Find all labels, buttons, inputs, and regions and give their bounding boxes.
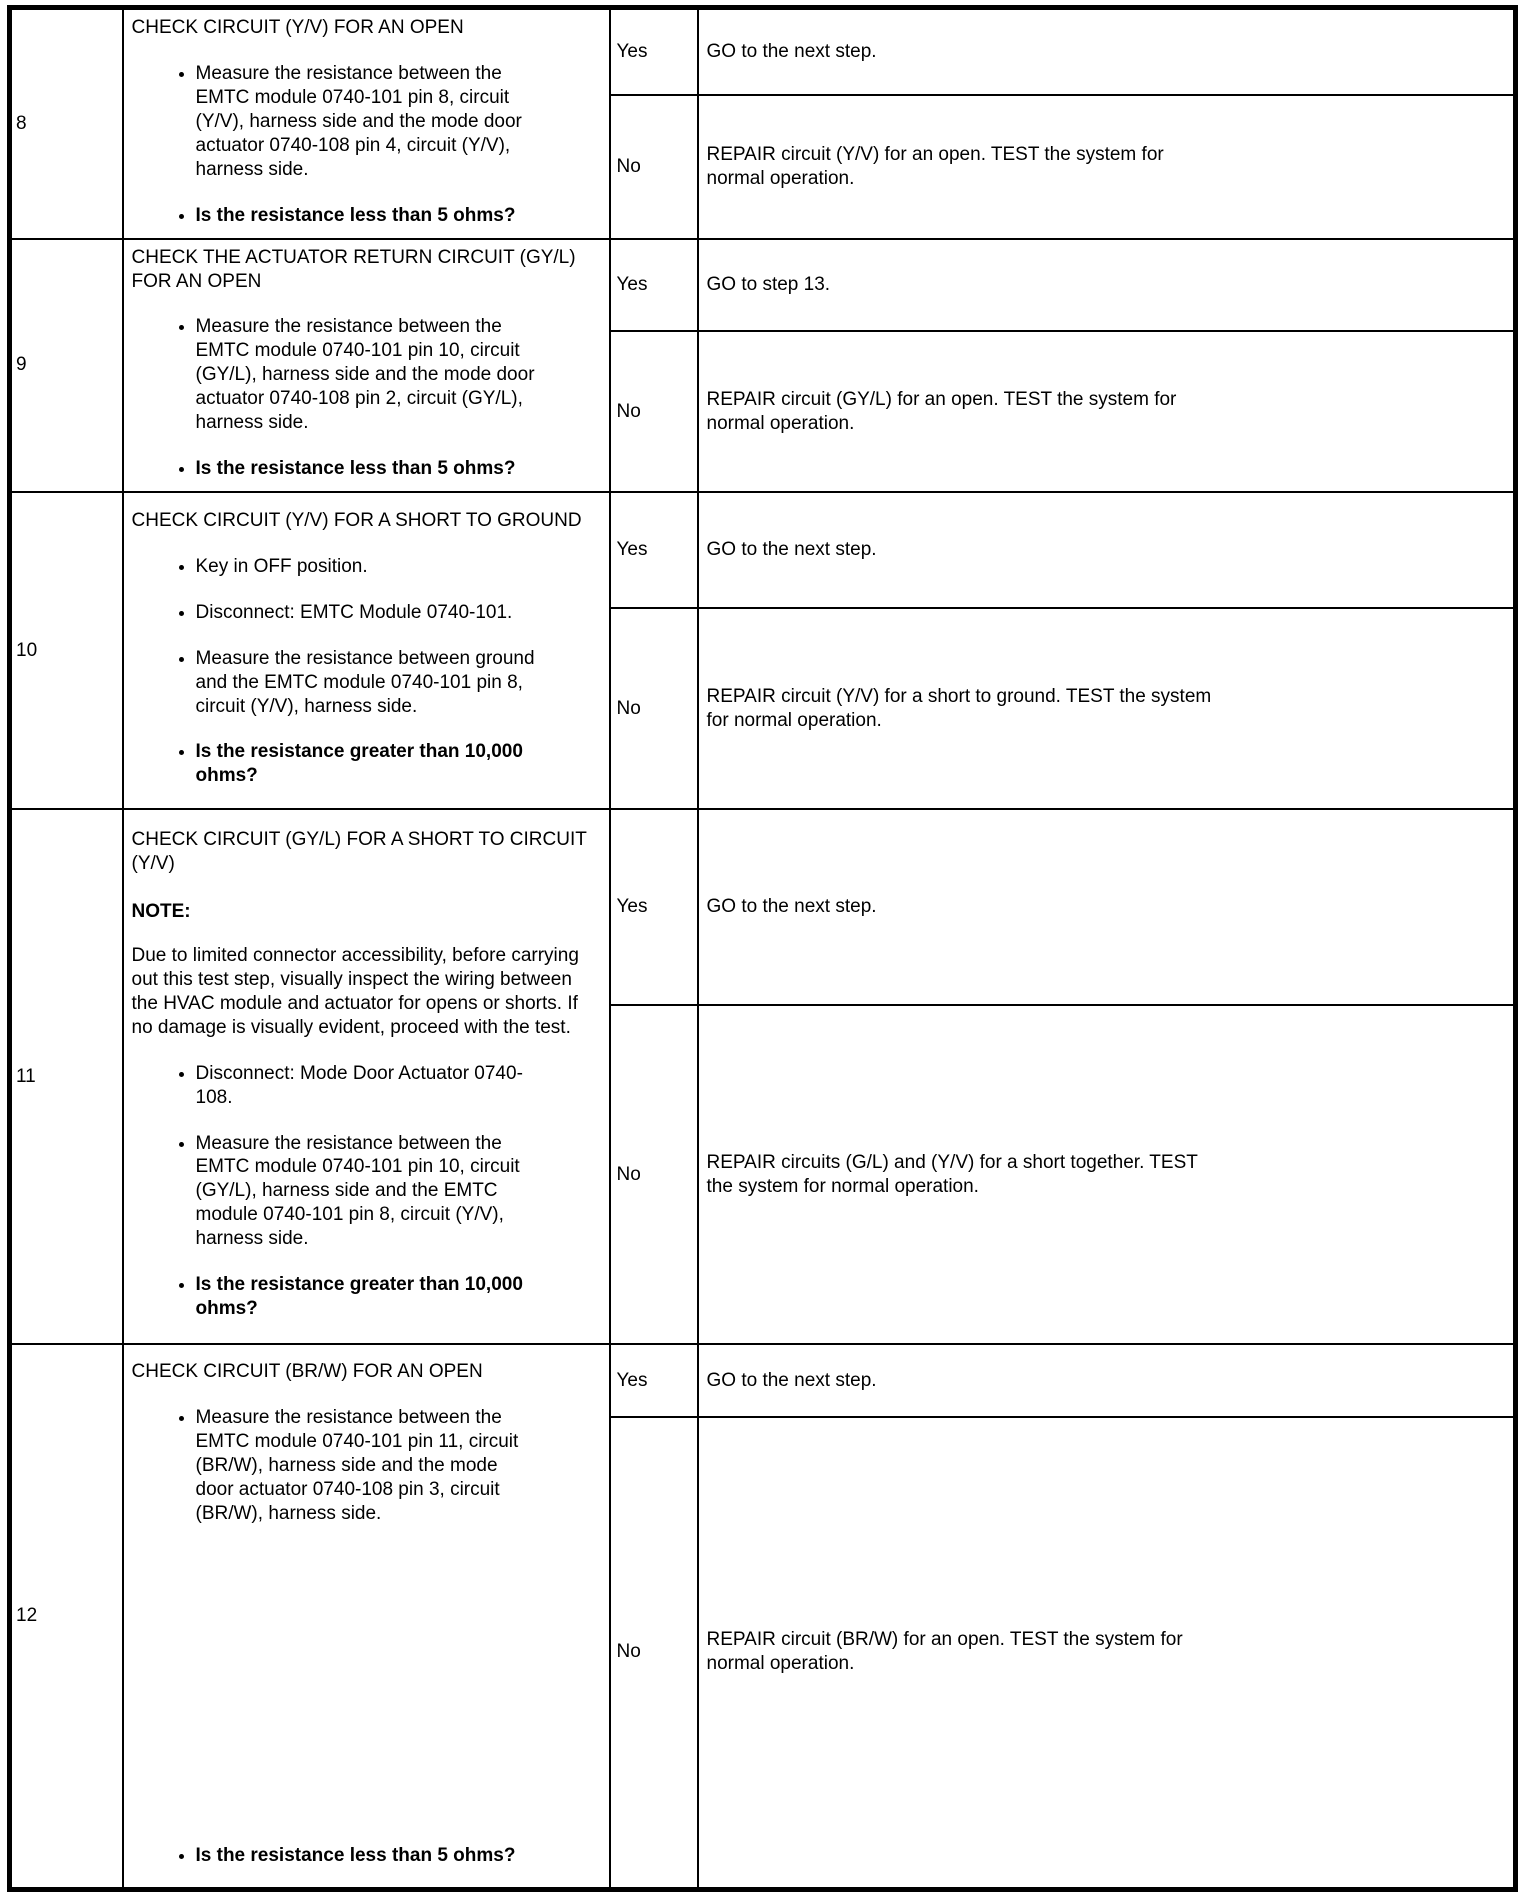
step-title: CHECK CIRCUIT (BR/W) FOR AN OPEN (131, 1361, 483, 1383)
no-label: No (616, 155, 641, 177)
action-cell-yes (698, 239, 1516, 332)
step-title: CHECK CIRCUIT (GY/L) FOR A SHORT TO CIRCUIT (Y/V) (131, 829, 587, 874)
step-title: CHECK CIRCUIT (Y/V) FOR AN OPEN (131, 17, 464, 38)
no-action-text: REPAIR circuit (Y/V) for an open. TEST the system for normal operation. (706, 143, 1164, 189)
question-item: • Is the resistance greater than 10,000 ohms? (196, 1273, 541, 1321)
step-number: 10 (16, 639, 38, 661)
yes-label: Yes (616, 539, 648, 561)
result-cell-yes (610, 8, 698, 95)
note-label: NOTE: (131, 900, 191, 922)
no-label: No (616, 400, 641, 422)
note-text: Due to limited connector accessibility, before carrying out this test step, visually inspect the wiring between the HVAC module and actuator for opens or shorts. If no damage is visually evident, proceed with the test. (131, 944, 579, 1038)
action-cell-yes (698, 8, 1516, 95)
question-item: • Is the resistance less than 5 ohms? (196, 1844, 541, 1868)
step-description-cell (123, 8, 610, 239)
result-cell-yes (610, 809, 698, 1005)
step-bullet-list (172, 1406, 601, 1868)
yes-action-text: GO to the next step. (706, 896, 877, 918)
no-label: No (616, 1163, 641, 1185)
yes-action-text: GO to step 13. (706, 273, 831, 295)
result-cell-yes (610, 239, 698, 332)
bullet-item: • Measure the resistance between ground and the EMTC module 0740-101 pin 8, circuit (Y/V), harness side. (196, 647, 541, 719)
result-cell-no (610, 95, 698, 239)
action-cell-no (698, 331, 1516, 492)
step-row-yes (10, 809, 1516, 1005)
question-item: • Is the resistance greater than 10,000 ohms? (196, 740, 541, 788)
yes-label: Yes (616, 1369, 648, 1391)
step-row-yes (10, 239, 1516, 332)
step-row-yes (10, 1344, 1516, 1417)
result-cell-yes (610, 492, 698, 608)
yes-action-text: GO to the next step. (706, 40, 877, 62)
bullet-item: • Measure the resistance between the EMTC module 0740-101 pin 8, circuit (Y/V), harness side and the mode door actuator 0740-108 pin 4, circuit (Y/V), harness side. (196, 62, 541, 182)
yes-label: Yes (616, 896, 648, 918)
step-row-yes (10, 8, 1516, 95)
yes-label: Yes (616, 40, 648, 62)
action-cell-yes (698, 809, 1516, 1005)
step-bullet-list (172, 62, 601, 228)
step-number-cell (10, 8, 123, 239)
step-bullet-list (172, 555, 601, 789)
step-number: 8 (16, 112, 27, 134)
bullet-item: • Measure the resistance between the EMTC module 0740-101 pin 11, circuit (BR/W), harness side and the mode door actuator 0740-108 pin 3, circuit (BR/W), harness side. (196, 1406, 541, 1526)
yes-action-text: GO to the next step. (706, 1369, 877, 1391)
action-cell-no (698, 1005, 1516, 1344)
question-item: • Is the resistance less than 5 ohms? (196, 457, 541, 481)
step-number-cell (10, 809, 123, 1344)
no-label: No (616, 1641, 641, 1663)
step-description-cell (123, 239, 610, 493)
result-cell-no (610, 1417, 698, 1889)
step-description-cell (123, 492, 610, 809)
step-title: CHECK CIRCUIT (Y/V) FOR A SHORT TO GROUND (131, 509, 582, 531)
result-cell-no (610, 1005, 698, 1344)
action-cell-yes (698, 1344, 1516, 1417)
step-number-cell (10, 1344, 123, 1889)
result-cell-no (610, 608, 698, 809)
step-description-cell (123, 1344, 610, 1889)
bullet-item: • Disconnect: EMTC Module 0740-101. (196, 601, 541, 625)
no-action-text: REPAIR circuit (Y/V) for a short to ground. TEST the system for normal operation. (706, 685, 1212, 731)
step-number: 9 (16, 354, 27, 376)
no-action-text: REPAIR circuits (G/L) and (Y/V) for a short together. TEST the system for normal operation. (706, 1151, 1198, 1197)
step-title: CHECK THE ACTUATOR RETURN CIRCUIT (GY/L) FOR AN OPEN (131, 246, 576, 292)
result-cell-yes (610, 1344, 698, 1417)
bullet-item: • Measure the resistance between the EMTC module 0740-101 pin 10, circuit (GY/L), harness side and the EMTC module 0740-101 pin 8, circuit (Y/V), harness side. (196, 1132, 541, 1252)
step-number: 11 (16, 1065, 36, 1087)
bullet-item: • Measure the resistance between the EMTC module 0740-101 pin 10, circuit (GY/L), harness side and the mode door actuator 0740-108 pin 2, circuit (GY/L), harness side. (196, 315, 541, 435)
yes-label: Yes (616, 273, 648, 295)
question-item: • Is the resistance less than 5 ohms? (196, 204, 541, 228)
action-cell-no (698, 608, 1516, 809)
action-cell-yes (698, 492, 1516, 608)
bullet-item: • Key in OFF position. (196, 555, 541, 579)
step-number: 12 (16, 1604, 38, 1626)
no-action-text: REPAIR circuit (GY/L) for an open. TEST the system for normal operation. (706, 388, 1177, 434)
yes-action-text: GO to the next step. (706, 539, 877, 561)
no-action-text: REPAIR circuit (BR/W) for an open. TEST the system for normal operation. (706, 1629, 1183, 1675)
action-cell-no (698, 1417, 1516, 1889)
step-bullet-list (172, 1062, 601, 1321)
step-row-yes (10, 492, 1516, 608)
step-number-cell (10, 492, 123, 809)
bullet-item: • Disconnect: Mode Door Actuator 0740-108. (196, 1062, 541, 1110)
action-cell-no (698, 95, 1516, 239)
diagnostic-pinpoint-table (7, 5, 1518, 1892)
step-description-cell (123, 809, 610, 1344)
step-bullet-list (172, 315, 601, 481)
step-number-cell (10, 239, 123, 493)
no-label: No (616, 697, 641, 719)
result-cell-no (610, 331, 698, 492)
